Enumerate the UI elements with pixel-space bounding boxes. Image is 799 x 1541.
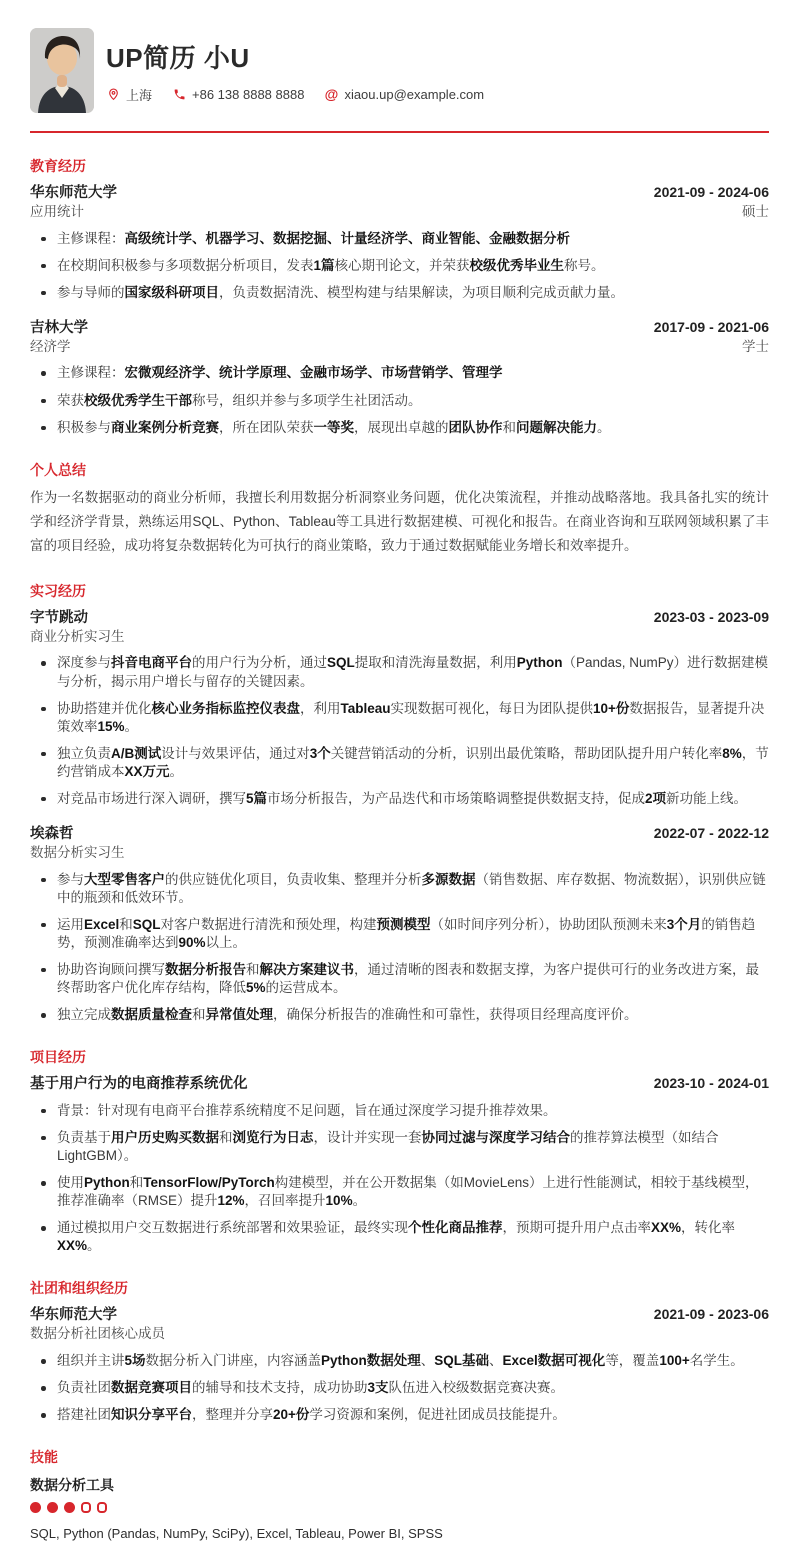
section-internship bbox=[30, 583, 769, 1024]
bullet-list bbox=[30, 654, 769, 808]
highlighted-text: 预测模型 bbox=[376, 916, 431, 932]
plain-text: ，利用 bbox=[300, 700, 341, 716]
highlighted-text: 10% bbox=[325, 1193, 353, 1209]
plain-text: ，负责数据清洗、模型构建与结果解读，为项目顺利完成贡献力量。 bbox=[219, 284, 624, 300]
entry-date: 2022-07 - 2022-12 bbox=[653, 824, 769, 841]
plain-text: 协助搭建并优化 bbox=[57, 700, 152, 716]
highlighted-text: 12% bbox=[217, 1193, 245, 1209]
highlighted-text: 宏微观经济学、统计学原理、金融市场学、市场营销学、管理学 bbox=[124, 365, 503, 381]
highlighted-text: 商业案例分析竞赛 bbox=[111, 419, 219, 435]
plain-text: 独立负责 bbox=[57, 745, 111, 761]
highlighted-text: 2项 bbox=[645, 790, 667, 806]
highlighted-text: 解决方案建议书 bbox=[259, 961, 354, 977]
plain-text: 学习资源和案例，促进社团成员技能提升。 bbox=[309, 1407, 566, 1423]
plain-text: 在校期间积极参与多项数据分析项目，发表 bbox=[57, 257, 314, 273]
plain-text: 和 bbox=[246, 961, 260, 977]
highlighted-text: SQL基础 bbox=[434, 1353, 490, 1369]
highlighted-text: SQL bbox=[327, 655, 355, 671]
plain-text: 核心期刊论文，并荣获 bbox=[334, 257, 470, 273]
entry-subtitle-row bbox=[30, 845, 769, 862]
plain-text: 背景：针对现有电商平台推荐系统精度不足问题，旨在通过深度学习提升推荐效果。 bbox=[57, 1102, 557, 1118]
bullet-item bbox=[30, 1352, 769, 1370]
plain-text: 的供应链优化项目，负责收集、整理并分析 bbox=[165, 871, 422, 887]
entry-subtitle: 数据分析实习生 bbox=[30, 844, 125, 860]
contact-text: +86 138 8888 8888 bbox=[192, 86, 305, 102]
highlighted-text: 3个 bbox=[309, 745, 331, 761]
bullet-item bbox=[30, 1406, 769, 1424]
entry-subtitle: 数据分析社团核心成员 bbox=[30, 1326, 165, 1342]
plain-text: ，通过清晰的图表和数据支撑，为客户提供可行的业务改进方案，最终帮助客户优化库存结构，降低 bbox=[57, 961, 759, 995]
plain-text: ，确保分析报告的准确性和可靠性，获得项目经理高度评价。 bbox=[273, 1007, 638, 1022]
plain-text: 参与导师的 bbox=[57, 284, 125, 300]
entry-degree: 学士 bbox=[742, 338, 769, 354]
highlighted-text: Excel bbox=[84, 916, 120, 932]
bullet-item bbox=[30, 392, 769, 410]
plain-text: ，设计并实现一套 bbox=[313, 1129, 422, 1145]
highlighted-text: 8% bbox=[722, 745, 742, 761]
highlighted-text: 5% bbox=[246, 979, 266, 995]
section-skills bbox=[30, 1449, 769, 1541]
plain-text: 独立完成 bbox=[57, 1007, 111, 1022]
highlighted-text: 个性化商品推荐 bbox=[408, 1220, 503, 1236]
plain-text: 等，覆盖 bbox=[605, 1353, 660, 1369]
entry-header-row bbox=[30, 184, 769, 202]
bullet-item bbox=[30, 230, 769, 248]
plain-text: 设计与效果评估，通过对 bbox=[161, 745, 310, 761]
contact-text: xiaou.up@example.com bbox=[344, 86, 485, 102]
bullet-list bbox=[30, 230, 769, 302]
plain-text: 。 bbox=[597, 419, 611, 435]
highlighted-text: 多源数据 bbox=[421, 871, 476, 887]
section-title: 个人总结 bbox=[30, 461, 86, 478]
highlighted-text: 数据分析报告 bbox=[165, 961, 246, 977]
plain-text: 和 bbox=[119, 916, 133, 932]
plain-text: 数据报告，显著提升决策效率 bbox=[57, 700, 765, 734]
plain-text: 。 bbox=[352, 1193, 367, 1209]
entry-subtitle: 经济学 bbox=[30, 338, 71, 354]
summary-paragraph: 作为一名数据驱动的商业分析师，我擅长利用数据分析洞察业务问题，优化决策流程，并推动战略落地。我具备扎实的统计学和经济学背景，熟练运用SQL、Python、Tableau等工具进行数据建模、可视化和报告。在商业咨询和互联网领域积累了丰富的项目经验，成功将复杂数据转化为可执行的商业策略，致力于通过数据赋能业务增长和效率提升。 bbox=[30, 489, 769, 553]
entry-date: 2021-09 - 2024-06 bbox=[653, 184, 769, 201]
plain-text: 积极参与 bbox=[57, 419, 111, 435]
highlighted-text: 知识分享平台 bbox=[111, 1407, 192, 1423]
entry-degree: 硕士 bbox=[742, 203, 769, 219]
highlighted-text: 5篇 bbox=[246, 790, 268, 806]
bullet-item bbox=[30, 284, 769, 302]
plain-text: 和 bbox=[502, 419, 516, 435]
plain-text: ，所在团队荣获 bbox=[219, 419, 314, 435]
entry-subtitle: 应用统计 bbox=[30, 203, 84, 219]
highlighted-text: 数据质量检查 bbox=[111, 1007, 192, 1022]
skill-dot-filled-icon bbox=[30, 1502, 41, 1513]
highlighted-text: 一等奖 bbox=[313, 419, 354, 435]
highlighted-text: 国家级科研项目 bbox=[124, 284, 219, 300]
plain-text: 队伍进入校级数据竞赛决赛。 bbox=[388, 1380, 565, 1396]
entry-date: 2023-03 - 2023-09 bbox=[653, 608, 769, 625]
resume-body bbox=[30, 158, 769, 1541]
skill-dot-empty-icon bbox=[97, 1502, 107, 1513]
at-sign-icon: @ bbox=[324, 86, 339, 102]
plain-text: 参与 bbox=[57, 871, 84, 887]
bullet-list bbox=[30, 1352, 769, 1424]
plain-text: 称号。 bbox=[564, 257, 605, 273]
entry-header-row bbox=[30, 1075, 769, 1093]
highlighted-text: 团队协作 bbox=[448, 419, 503, 435]
plain-text: 负责基于 bbox=[57, 1129, 111, 1145]
bullet-list bbox=[30, 1102, 769, 1256]
plain-text: ，转化率 bbox=[681, 1220, 736, 1236]
entry-subtitle-row bbox=[30, 204, 769, 221]
skill-name: 数据分析工具 bbox=[30, 1477, 114, 1494]
plain-text: （如时间序列分析），协助团队预测未来 bbox=[430, 916, 667, 932]
bullet-item bbox=[30, 871, 769, 907]
bullet-list bbox=[30, 871, 769, 1025]
plain-text: 的销售趋势，预测准确率达到 bbox=[57, 916, 756, 950]
highlighted-text: TensorFlow/PyTorch bbox=[143, 1175, 275, 1191]
entry-title: 字节跳动 bbox=[30, 609, 88, 626]
plain-text: 组织并主讲 bbox=[57, 1353, 125, 1369]
bullet-item bbox=[30, 257, 769, 275]
section-education bbox=[30, 158, 769, 437]
contact-item bbox=[324, 87, 484, 102]
entry-header-row bbox=[30, 1306, 769, 1324]
entry-title: 华东师范大学 bbox=[30, 1307, 117, 1324]
highlighted-text: 校级优秀毕业生 bbox=[469, 257, 565, 273]
location-pin-icon bbox=[106, 87, 120, 101]
plain-text: 运用 bbox=[57, 916, 84, 932]
section-title: 技能 bbox=[30, 1449, 58, 1466]
highlighted-text: 高级统计学、机器学习、数据挖掘、计量经济学、商业智能、金融数据分析 bbox=[124, 230, 570, 246]
plain-text: 实现数据可视化，每日为团队提供 bbox=[390, 700, 594, 716]
section-title: 教育经历 bbox=[30, 158, 86, 174]
skill-detail: SQL, Python (Pandas, NumPy, SciPy), Excel, Tableau, Power BI, SPSS bbox=[30, 1526, 443, 1541]
skill-dot-filled-icon bbox=[47, 1502, 58, 1513]
plain-text: 搭建社团 bbox=[57, 1407, 111, 1423]
plain-text: 通过模拟用户交互数据进行系统部署和效果验证，最终实现 bbox=[57, 1220, 408, 1236]
skill-item bbox=[30, 1475, 769, 1541]
plain-text: 负责社团 bbox=[57, 1380, 111, 1396]
plain-text: 称号，组织并参与多项学生社团活动。 bbox=[192, 392, 422, 408]
section-projects bbox=[30, 1049, 769, 1255]
plain-text: ，预期可提升用户点击率 bbox=[502, 1220, 651, 1236]
highlighted-text: 数据竞赛项目 bbox=[111, 1380, 192, 1396]
contact-row bbox=[106, 85, 484, 104]
plain-text: 以上。 bbox=[205, 934, 247, 950]
entry-subtitle-row bbox=[30, 629, 769, 646]
highlighted-text: 浏览行为日志 bbox=[232, 1129, 314, 1145]
entry bbox=[30, 825, 769, 1024]
plain-text: （销售数据、库存数据、物流数据），识别供应链中的瓶颈和低效环节。 bbox=[57, 871, 766, 905]
entry-title: 基于用户行为的电商推荐系统优化 bbox=[30, 1076, 248, 1093]
entry-title: 埃森哲 bbox=[30, 825, 74, 842]
plain-text: ，展现出卓越的 bbox=[354, 419, 449, 435]
plain-text: 深度参与 bbox=[57, 655, 111, 671]
entry-header-row bbox=[30, 319, 769, 337]
highlighted-text: 用户历史购买数据 bbox=[111, 1129, 219, 1145]
bullet-item bbox=[30, 419, 769, 437]
bullet-item bbox=[30, 916, 769, 952]
header-text-block bbox=[106, 38, 484, 104]
highlighted-text: 90% bbox=[178, 934, 206, 950]
highlighted-text: 20+份 bbox=[273, 1407, 310, 1423]
plain-text: 。 bbox=[169, 763, 184, 779]
plain-text: 构建模型，并在公开数据集（如MovieLens）上进行性能测试，相较于基线模型，推荐准确率（RMSE）提升 bbox=[57, 1175, 759, 1209]
bullet-item bbox=[30, 364, 769, 382]
plain-text: 荣获 bbox=[57, 392, 84, 408]
highlighted-text: XX% bbox=[57, 1238, 88, 1254]
entry-date: 2021-09 - 2023-06 bbox=[653, 1306, 769, 1323]
section-title: 社团和组织经历 bbox=[30, 1280, 128, 1297]
contact-text: 上海 bbox=[126, 87, 153, 103]
plain-text: ，整理并分享 bbox=[192, 1407, 273, 1423]
plain-text: 和 bbox=[129, 1175, 144, 1191]
plain-text: 关键营销活动的分析，识别出最优策略，帮助团队提升用户转化率 bbox=[330, 745, 723, 761]
bullet-list bbox=[30, 364, 769, 436]
skill-dot-empty-icon bbox=[81, 1502, 91, 1513]
highlighted-text: A/B测试 bbox=[111, 745, 162, 761]
section-organizations bbox=[30, 1280, 769, 1424]
section-title: 实习经历 bbox=[30, 582, 86, 599]
bullet-item bbox=[30, 1379, 769, 1397]
bullet-item bbox=[30, 1129, 769, 1165]
skill-dot-filled-icon bbox=[64, 1502, 75, 1513]
plain-text: 提取和清洗海量数据，利用 bbox=[354, 655, 517, 671]
skill-level-dots bbox=[30, 1502, 769, 1513]
highlighted-text: XX% bbox=[651, 1220, 682, 1236]
entry-date: 2017-09 - 2021-06 bbox=[653, 318, 769, 335]
plain-text: 、 bbox=[489, 1353, 503, 1369]
plain-text: 的用户行为分析，通过 bbox=[192, 655, 327, 671]
entry bbox=[30, 184, 769, 302]
plain-text: 、 bbox=[420, 1353, 435, 1369]
highlighted-text: Python bbox=[84, 1175, 130, 1191]
plain-text: 对竞品市场进行深入调研，撰写 bbox=[57, 790, 246, 806]
highlighted-text: XX万元 bbox=[124, 763, 170, 779]
bullet-item bbox=[30, 1006, 769, 1024]
entry-date: 2023-10 - 2024-01 bbox=[653, 1075, 769, 1092]
resume-header bbox=[30, 28, 769, 113]
bullet-item bbox=[30, 700, 769, 736]
highlighted-text: 1篇 bbox=[313, 257, 335, 273]
highlighted-text: 15% bbox=[97, 718, 125, 734]
entry-header-row bbox=[30, 609, 769, 627]
plain-text: 。 bbox=[87, 1238, 101, 1254]
highlighted-text: 校级优秀学生干部 bbox=[84, 392, 192, 408]
plain-text: 主修课程： bbox=[57, 230, 125, 246]
plain-text: 的推荐算法模型（如结合LightGBM）。 bbox=[57, 1129, 719, 1163]
highlighted-text: SQL bbox=[132, 916, 161, 932]
highlighted-text: 3支 bbox=[367, 1380, 389, 1396]
plain-text: 数据分析入门讲座，内容涵盖 bbox=[145, 1353, 322, 1369]
plain-text: （Pandas, NumPy）进行数据建模与分析，揭示用户增长与留存的关键因素。 bbox=[57, 655, 769, 689]
entry-subtitle-row bbox=[30, 339, 769, 356]
plain-text: 主修课程： bbox=[57, 365, 125, 381]
highlighted-text: Python bbox=[516, 655, 563, 671]
header-divider bbox=[30, 131, 769, 133]
bullet-item bbox=[30, 1219, 769, 1255]
highlighted-text: 大型零售客户 bbox=[84, 871, 165, 887]
entry-subtitle: 商业分析实习生 bbox=[30, 628, 125, 644]
highlighted-text: Excel数据可视化 bbox=[502, 1353, 606, 1369]
bullet-item bbox=[30, 790, 769, 808]
plain-text: 使用 bbox=[57, 1175, 84, 1191]
contact-item bbox=[172, 87, 304, 102]
plain-text: ，召回率提升 bbox=[244, 1193, 326, 1209]
highlighted-text: 核心业务指标监控仪表盘 bbox=[151, 700, 300, 716]
plain-text: ，节约营销成本 bbox=[57, 745, 769, 779]
highlighted-text: Tableau bbox=[340, 700, 391, 716]
highlighted-text: 抖音电商平台 bbox=[111, 655, 192, 671]
plain-text: 。 bbox=[124, 718, 139, 734]
plain-text: 协助咨询顾问撰写 bbox=[57, 961, 165, 977]
candidate-name: UP简历 小U bbox=[106, 42, 250, 73]
entry-subtitle-row bbox=[30, 1326, 769, 1343]
highlighted-text: 问题解决能力 bbox=[516, 419, 597, 435]
highlighted-text: 异常值处理 bbox=[205, 1007, 273, 1022]
highlighted-text: 协同过滤与深度学习结合 bbox=[421, 1129, 570, 1145]
highlighted-text: 5场 bbox=[124, 1353, 146, 1369]
entry bbox=[30, 319, 769, 437]
plain-text: 和 bbox=[192, 1007, 206, 1022]
section-summary bbox=[30, 462, 769, 558]
plain-text: 新功能上线。 bbox=[666, 790, 748, 806]
highlighted-text: 10+份 bbox=[593, 700, 630, 716]
highlighted-text: 100+ bbox=[659, 1353, 690, 1369]
entry-header-row bbox=[30, 825, 769, 843]
bullet-item bbox=[30, 1102, 769, 1120]
plain-text: 市场分析报告，为产品迭代和市场策略调整提供数据支持，促成 bbox=[267, 790, 646, 806]
bullet-item bbox=[30, 1174, 769, 1210]
bullet-item bbox=[30, 654, 769, 690]
plain-text: 和 bbox=[219, 1129, 233, 1145]
phone-icon bbox=[172, 87, 186, 101]
entry bbox=[30, 1075, 769, 1255]
entry-title: 吉林大学 bbox=[30, 319, 88, 336]
bullet-item bbox=[30, 961, 769, 997]
highlighted-text: Python数据处理 bbox=[321, 1353, 421, 1369]
plain-text: 名学生。 bbox=[689, 1353, 744, 1369]
contact-item bbox=[106, 85, 152, 104]
entry bbox=[30, 1306, 769, 1424]
bullet-item bbox=[30, 745, 769, 781]
plain-text: 的辅导和技术支持，成功协助 bbox=[192, 1380, 368, 1396]
profile-photo-illustration bbox=[30, 28, 94, 113]
plain-text: 对客户数据进行清洗和预处理，构建 bbox=[160, 916, 377, 932]
entry-title: 华东师范大学 bbox=[30, 185, 117, 202]
highlighted-text: 3个月 bbox=[666, 916, 702, 932]
section-title: 项目经历 bbox=[30, 1049, 86, 1066]
entry bbox=[30, 609, 769, 808]
plain-text: 的运营成本。 bbox=[265, 979, 347, 995]
profile-photo bbox=[30, 28, 94, 113]
